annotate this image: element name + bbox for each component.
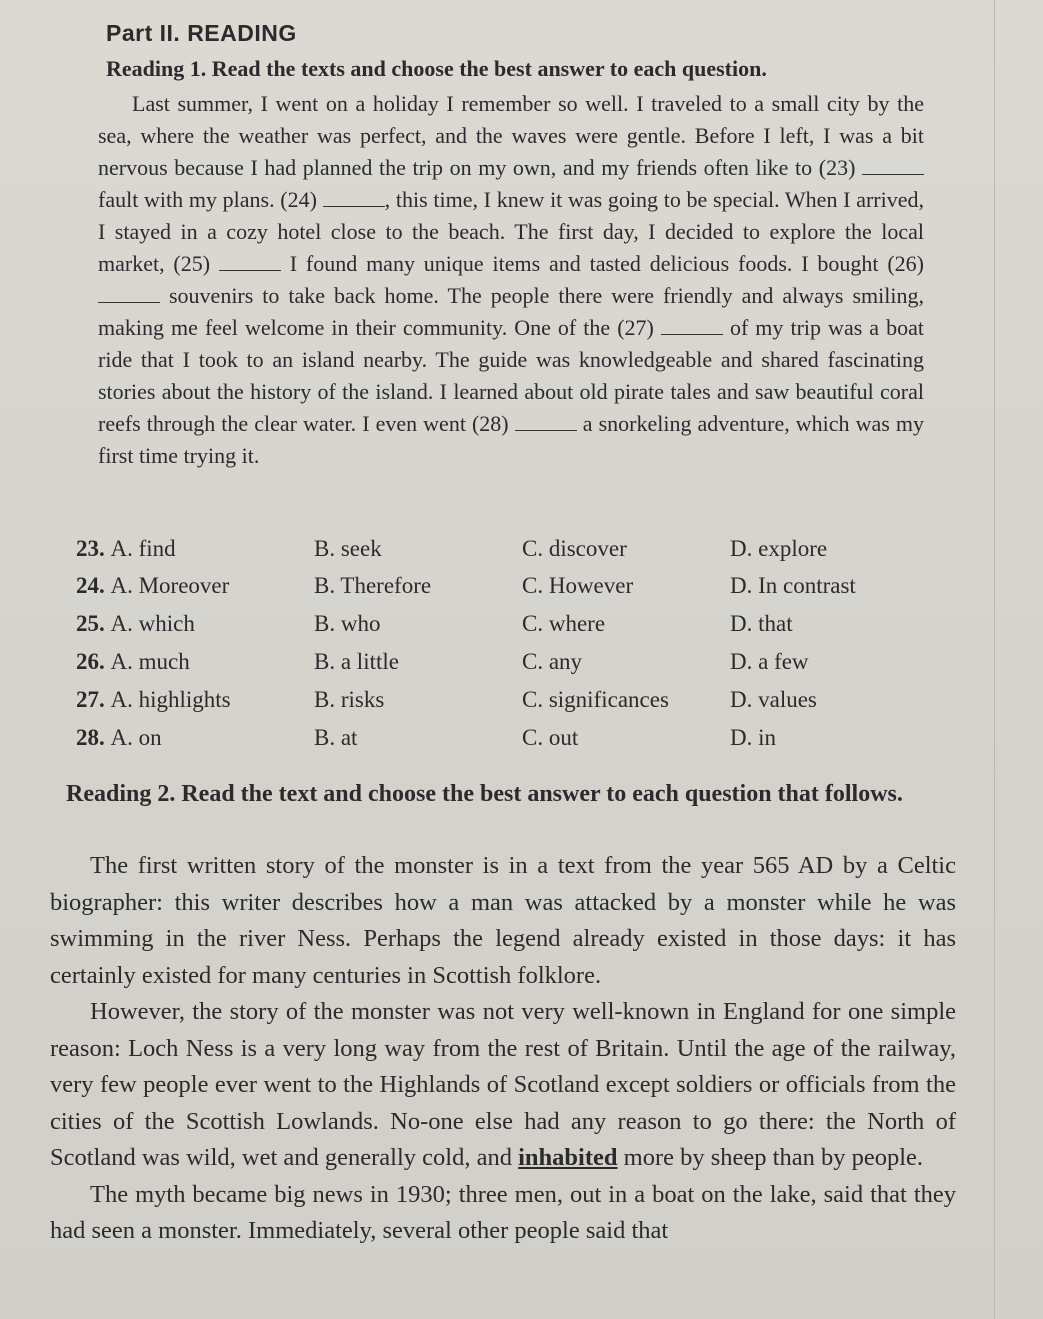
option-b: B. at <box>314 725 358 750</box>
option-a-text: A. which <box>110 611 195 636</box>
option-b: B. Therefore <box>314 573 432 598</box>
answer-blank <box>515 412 577 431</box>
option-d: D. explore <box>730 536 828 561</box>
passage-text: Last summer, I went on a holiday I remember so well. I traveled to a small city by the sea, where the weather was perfect, and the waves were gentle. Before I left, I was a bit nervous because I had planned the trip on my own, and my friends often like to (23) <box>98 91 924 180</box>
question-row <box>76 725 956 759</box>
option-a <box>76 536 176 562</box>
option-a <box>76 687 231 713</box>
question-number: 27. <box>76 687 111 712</box>
passage-text: souvenirs to take back home. The people there were friendly and always smiling, making me feel welcome in their community. One of the (27) <box>98 283 924 340</box>
paragraph-text: more by sheep than by people. <box>617 1144 923 1171</box>
option-a <box>76 611 195 637</box>
option-b: B. seek <box>314 536 382 561</box>
option-d: D. in <box>730 725 776 750</box>
part-title: Part II. READING <box>106 20 297 46</box>
option-d: D. In contrast <box>730 573 856 598</box>
option-c: C. where <box>522 611 606 636</box>
answer-blank <box>98 284 160 303</box>
answer-blank <box>219 252 281 271</box>
option-c: C. However <box>522 573 634 598</box>
paragraph-text: The first written story of the monster is in a text from the year 565 AD by a Celtic biographer: this writer describes how a man was attacked by a monster while he was swimming in the river Ness. Perhaps the legend already existed in those days: it has certainly existed for many centuries in Scottish folklore. <box>50 852 956 989</box>
reading2-heading: Reading 2. Read the text and choose the best answer to each question that follows. <box>66 781 903 807</box>
question-number: 24. <box>76 573 111 598</box>
option-a <box>76 725 162 751</box>
question-number: 23. <box>76 536 111 561</box>
option-c: C. any <box>522 649 583 674</box>
reading2-paragraph <box>50 848 956 994</box>
option-d: D. that <box>730 611 793 636</box>
question-number: 26. <box>76 649 111 674</box>
reading1-passage <box>98 88 924 472</box>
option-a-text: A. on <box>110 725 162 750</box>
answer-blank <box>661 316 723 335</box>
page-edge-line <box>994 0 995 1319</box>
option-a-text: A. highlights <box>110 687 231 712</box>
passage-text: , this time, I knew it was going to be special. When I arrived, I stayed in a cozy hotel close to the beach. The first day, I decided to explore the local market, (25) <box>98 187 924 276</box>
passage-text: fault with my plans. (24) <box>98 187 323 212</box>
question-row <box>76 687 956 721</box>
option-d: D. a few <box>730 649 809 674</box>
answer-blank <box>323 188 385 207</box>
option-c: C. discover <box>522 536 627 561</box>
question-row <box>76 573 956 607</box>
option-a <box>76 573 229 599</box>
reading2-paragraph <box>50 994 956 1177</box>
option-b: B. a little <box>314 649 399 674</box>
reading2-paragraph <box>50 1177 956 1250</box>
underlined-word: inhabited <box>518 1144 618 1171</box>
question-row <box>76 649 956 683</box>
question-row <box>76 536 956 570</box>
paragraph-text: The myth became big news in 1930; three men, out in a boat on the lake, said that they had seen a monster. Immediately, several other people said that <box>50 1180 956 1244</box>
option-b: B. who <box>314 611 381 636</box>
paragraph-text: However, the story of the monster was not very well-known in England for one simple reason: Loch Ness is a very long way from the rest of Britain. Until the age of the railway, very few people ever went to the Highlands of Scotland except soldiers or officials from the cities of the Scottish Lowlands. No-one else had any reason to go there: the North of Scotland was wild, wet and generally cold, and <box>50 998 956 1171</box>
reading2-passage <box>50 848 956 1250</box>
option-d: D. values <box>730 687 817 712</box>
reading1-heading: Reading 1. Read the texts and choose the best answer to each question. <box>106 56 767 81</box>
question-row <box>76 611 956 645</box>
option-b: B. risks <box>314 687 385 712</box>
option-c: C. significances <box>522 687 669 712</box>
question-number: 28. <box>76 725 111 750</box>
option-a-text: A. Moreover <box>110 573 230 598</box>
passage-text: of my trip was a boat ride that I took to an island nearby. The guide was knowledgeable and shared fascinating stories about the history of the island. I learned about old pirate tales and saw beautiful coral reefs through the clear water. I even went (28) <box>98 315 924 436</box>
answer-blank <box>862 156 924 175</box>
passage-text: a snorkeling adventure, which was my first time trying it. <box>98 411 924 468</box>
question-number: 25. <box>76 611 111 636</box>
option-a-text: A. much <box>110 649 190 674</box>
option-a <box>76 649 190 675</box>
option-c: C. out <box>522 725 579 750</box>
passage-text: I found many unique items and tasted delicious foods. I bought (26) <box>280 251 924 276</box>
option-a-text: A. find <box>110 536 176 561</box>
